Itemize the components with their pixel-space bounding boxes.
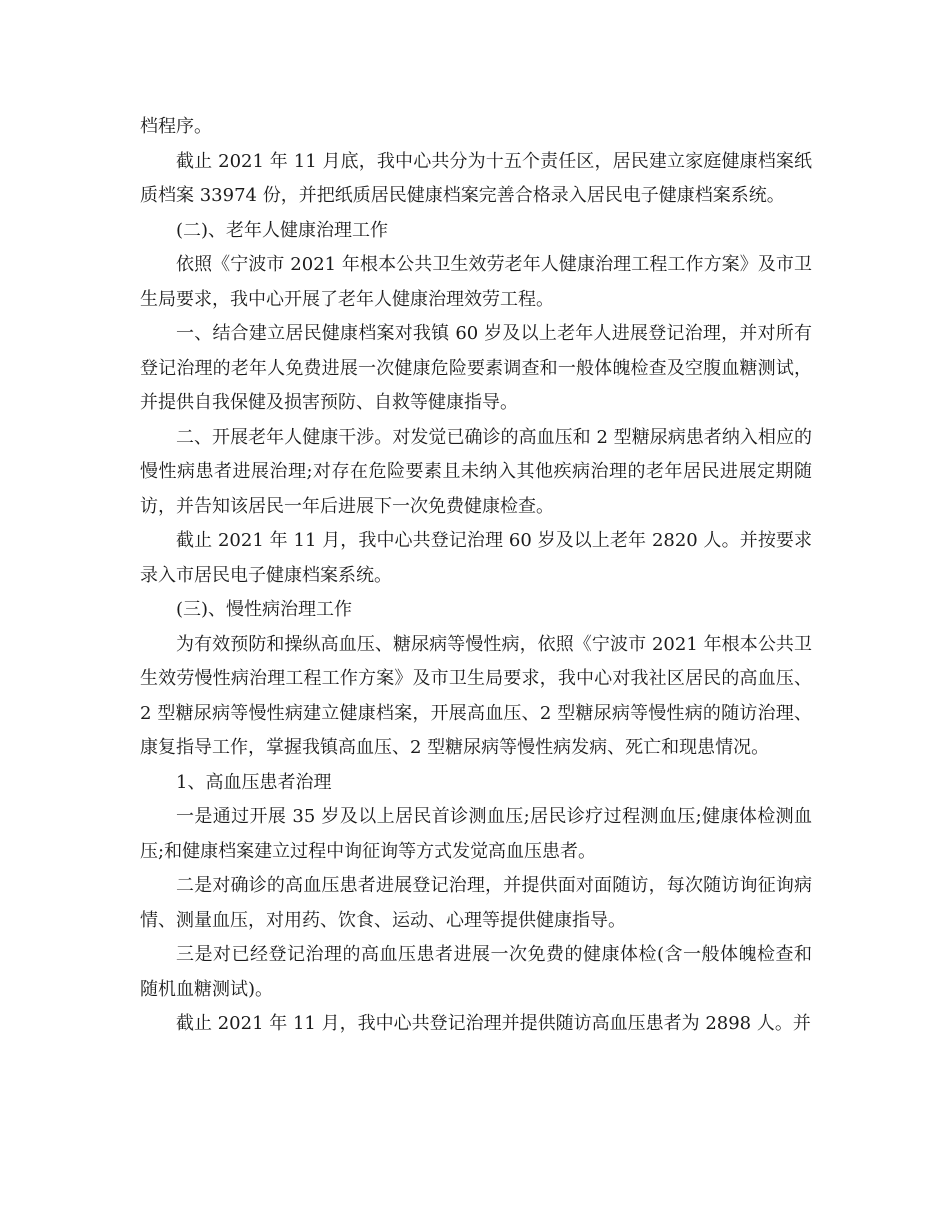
section-heading-chronic: (三)、慢性病治理工作 [176, 599, 353, 620]
paragraph-13: 三是对已经登记治理的高血压患者进展一次免费的健康体检(含一般体魄检查和随机血糖测试)。 [140, 944, 812, 1000]
subsection-heading-hypertension: 1、高血压患者治理 [176, 771, 332, 793]
paragraph-4: 依照《宁波市 2021 年根本公共卫生效劳老年人健康治理工程工作方案》及市卫生局要求，我中心开展了老年人健康治理效劳工程。 [140, 254, 812, 310]
paragraph-7: 截止 2021 年 11 月，我中心共登记治理 60 岁及以上老年 2820 人。并按要求录入市居民电子健康档案系统。 [140, 530, 812, 586]
paragraph-12: 二是对确诊的高血压患者进展登记治理，并提供面对面随访，每次随访询征询病情、测量血压，对用药、饮食、运动、心理等提供健康指导。 [140, 875, 812, 931]
document-page [140, 110, 812, 1042]
paragraph-11: 一是通过开展 35 岁及以上居民首诊测血压;居民诊疗过程测血压;健康体检测血压;和健康档案建立过程中询征询等方式发觉高血压患者。 [140, 806, 812, 862]
paragraph-9: 为有效预防和操纵高血压、糖尿病等慢性病，依照《宁波市 2021 年根本公共卫生效劳慢性病治理工程工作方案》及市卫生局要求，我中心对我社区居民的高血压、2 型糖尿病等慢性病建立健康档案，开展高血压、2 型糖尿病等慢性病的随访治理、康复指导工作，掌握我镇高血压、2 型糖尿病等慢性病发病、死亡和现患情况。 [140, 633, 812, 758]
paragraph-2: 截止 2021 年 11 月底，我中心共分为十五个责任区，居民建立家庭健康档案纸质档案 33974 份，并把纸质居民健康档案完善合格录入居民电子健康档案系统。 [140, 150, 812, 206]
paragraph-1: 档程序。 [140, 116, 212, 137]
paragraph-14: 截止 2021 年 11 月，我中心共登记治理并提供随访高血压患者为 2898 人。并 [176, 1013, 811, 1034]
paragraph-6: 二、开展老年人健康干涉。对发觉已确诊的高血压和 2 型糖尿病患者纳入相应的慢性病患者进展治理;对存在危险要素且未纳入其他疾病治理的老年居民进展定期随访，并告知该居民一年后进展下一次免费健康检查。 [140, 426, 812, 517]
section-heading-elderly: (二)、老年人健康治理工作 [176, 219, 389, 241]
paragraph-5: 一、结合建立居民健康档案对我镇 60 岁及以上老年人进展登记治理，并对所有登记治理的老年人免费进展一次健康危险要素调查和一般体魄检查及空腹血糖测试，并提供自我保健及损害预防、自救等健康指导。 [140, 323, 812, 413]
